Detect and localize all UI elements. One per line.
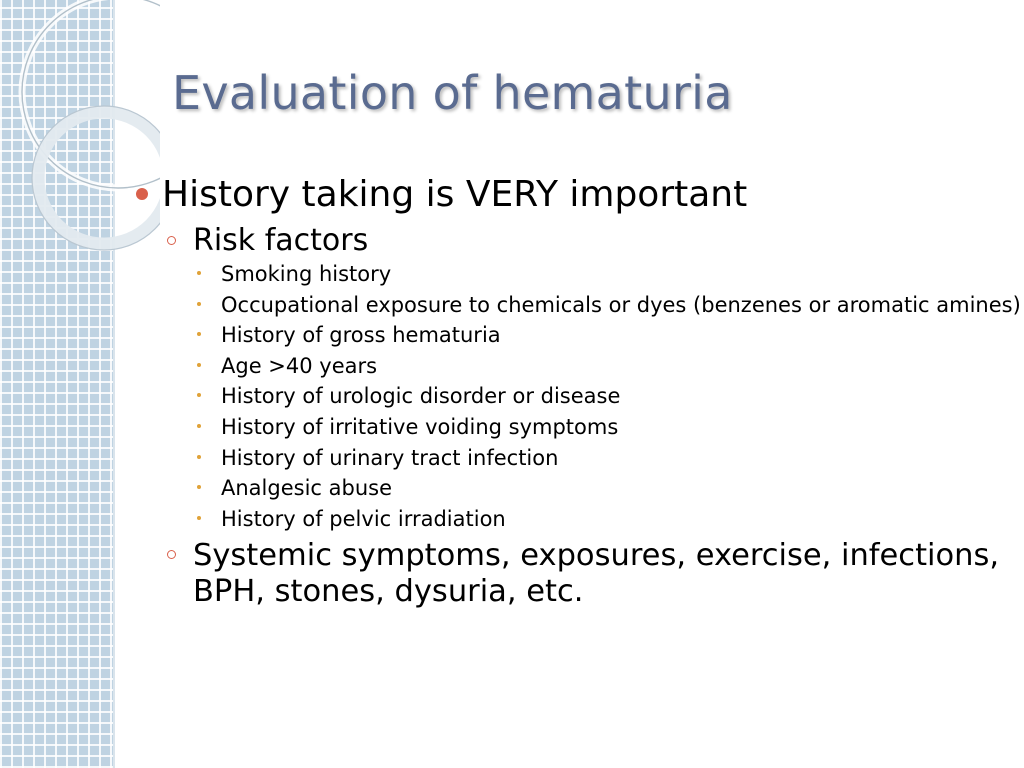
- list-item: [190, 262, 1022, 287]
- list-item-text: Analgesic abuse: [221, 476, 392, 501]
- list-item: [190, 415, 1022, 440]
- decorative-grid-panel: [0, 0, 113, 768]
- list-item: [190, 384, 1022, 409]
- list-item: [190, 446, 1022, 471]
- list-item: [190, 323, 1022, 348]
- bullet-text: History taking is VERY important: [162, 174, 748, 215]
- bullet-dot-icon: [197, 271, 201, 275]
- list-item-text: History of urinary tract infection: [221, 445, 559, 470]
- bullet-dot-icon: [197, 485, 201, 489]
- bullet-dot-icon: [197, 302, 201, 306]
- bullet-dot-icon: [197, 516, 201, 520]
- bullet-risk-factors: [162, 224, 1022, 258]
- list-item: [190, 507, 1022, 532]
- bullet-dot-icon: [197, 455, 201, 459]
- bullet-ring-icon: [167, 550, 176, 559]
- bullet-text: Risk factors: [193, 223, 369, 258]
- bullet-dot-icon: [136, 188, 148, 200]
- list-item-text: History of urologic disorder or disease: [221, 384, 621, 409]
- bullet-dot-icon: [197, 363, 201, 367]
- panel-edge: [113, 0, 115, 768]
- bullet-dot-icon: [197, 393, 201, 397]
- list-item-text: History of irritative voiding symptoms: [221, 414, 619, 439]
- bullet-history-taking: [132, 172, 1022, 218]
- list-item: [190, 354, 1022, 379]
- list-item: [190, 293, 1022, 318]
- list-item-text: History of gross hematuria: [221, 323, 501, 348]
- slide-title: Evaluation of hematuria: [172, 66, 733, 120]
- bullet-text: Systemic symptoms, exposures, exercise, infections, BPH, stones, dysuria, etc.: [193, 537, 1000, 609]
- list-item: [190, 476, 1022, 501]
- list-item-text: Occupational exposure to chemicals or dyes (benzenes or aromatic amines): [221, 292, 1021, 317]
- bullet-ring-icon: [167, 236, 176, 245]
- risk-factor-list: [132, 262, 1022, 532]
- bullet-dot-icon: [197, 332, 201, 336]
- list-item-text: Smoking history: [221, 262, 392, 286]
- bullet-systemic: [162, 538, 1022, 610]
- bullet-dot-icon: [197, 424, 201, 428]
- slide-body: [132, 172, 1022, 610]
- list-item-text: History of pelvic irradiation: [221, 506, 506, 531]
- list-item-text: Age >40 years: [221, 353, 378, 378]
